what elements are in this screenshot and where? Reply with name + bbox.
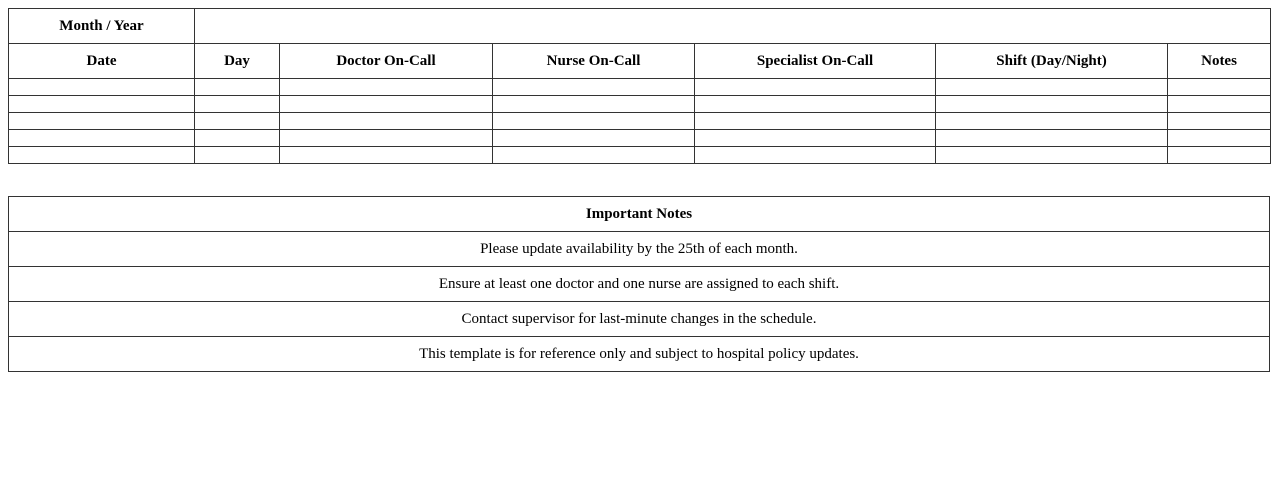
note-text: This template is for reference only and subject to hospital policy updates. bbox=[9, 337, 1270, 372]
column-header-day: Day bbox=[195, 44, 280, 79]
day-cell[interactable] bbox=[195, 113, 280, 130]
important-notes-table bbox=[8, 196, 1270, 372]
notes-cell[interactable] bbox=[1168, 113, 1271, 130]
day-cell[interactable] bbox=[195, 79, 280, 96]
table-row bbox=[9, 113, 1271, 130]
nurse-cell[interactable] bbox=[493, 79, 695, 96]
notes-cell[interactable] bbox=[1168, 147, 1271, 164]
note-text: Contact supervisor for last-minute changes in the schedule. bbox=[9, 302, 1270, 337]
specialist-cell[interactable] bbox=[695, 79, 936, 96]
date-cell[interactable] bbox=[9, 79, 195, 96]
shift-cell[interactable] bbox=[936, 113, 1168, 130]
note-text: Ensure at least one doctor and one nurse are assigned to each shift. bbox=[9, 267, 1270, 302]
month-year-row bbox=[9, 9, 1271, 44]
notes-title: Important Notes bbox=[9, 197, 1270, 232]
specialist-cell[interactable] bbox=[695, 113, 936, 130]
column-header-specialist-on-call: Specialist On-Call bbox=[695, 44, 936, 79]
date-cell[interactable] bbox=[9, 113, 195, 130]
date-cell[interactable] bbox=[9, 130, 195, 147]
day-cell[interactable] bbox=[195, 147, 280, 164]
list-item bbox=[9, 337, 1270, 372]
column-header-nurse-on-call: Nurse On-Call bbox=[493, 44, 695, 79]
specialist-cell[interactable] bbox=[695, 130, 936, 147]
shift-cell[interactable] bbox=[936, 79, 1168, 96]
column-header-notes: Notes bbox=[1168, 44, 1271, 79]
nurse-cell[interactable] bbox=[493, 130, 695, 147]
shift-cell[interactable] bbox=[936, 96, 1168, 113]
date-cell[interactable] bbox=[9, 96, 195, 113]
nurse-cell[interactable] bbox=[493, 113, 695, 130]
day-cell[interactable] bbox=[195, 130, 280, 147]
notes-header-row bbox=[9, 197, 1270, 232]
doctor-cell[interactable] bbox=[280, 147, 493, 164]
table-row bbox=[9, 130, 1271, 147]
column-header-date: Date bbox=[9, 44, 195, 79]
list-item bbox=[9, 302, 1270, 337]
note-text: Please update availability by the 25th of each month. bbox=[9, 232, 1270, 267]
column-header-row bbox=[9, 44, 1271, 79]
column-header-doctor-on-call: Doctor On-Call bbox=[280, 44, 493, 79]
notes-cell[interactable] bbox=[1168, 130, 1271, 147]
table-row bbox=[9, 147, 1271, 164]
on-call-schedule-table bbox=[8, 8, 1271, 164]
table-row bbox=[9, 96, 1271, 113]
specialist-cell[interactable] bbox=[695, 96, 936, 113]
specialist-cell[interactable] bbox=[695, 147, 936, 164]
nurse-cell[interactable] bbox=[493, 147, 695, 164]
shift-cell[interactable] bbox=[936, 130, 1168, 147]
doctor-cell[interactable] bbox=[280, 113, 493, 130]
month-year-field[interactable] bbox=[195, 9, 1271, 44]
column-header-shift: Shift (Day/Night) bbox=[936, 44, 1168, 79]
date-cell[interactable] bbox=[9, 147, 195, 164]
notes-cell[interactable] bbox=[1168, 79, 1271, 96]
table-row bbox=[9, 79, 1271, 96]
doctor-cell[interactable] bbox=[280, 96, 493, 113]
shift-cell[interactable] bbox=[936, 147, 1168, 164]
month-year-label: Month / Year bbox=[9, 9, 195, 44]
day-cell[interactable] bbox=[195, 96, 280, 113]
notes-cell[interactable] bbox=[1168, 96, 1271, 113]
nurse-cell[interactable] bbox=[493, 96, 695, 113]
list-item bbox=[9, 232, 1270, 267]
doctor-cell[interactable] bbox=[280, 130, 493, 147]
doctor-cell[interactable] bbox=[280, 79, 493, 96]
list-item bbox=[9, 267, 1270, 302]
